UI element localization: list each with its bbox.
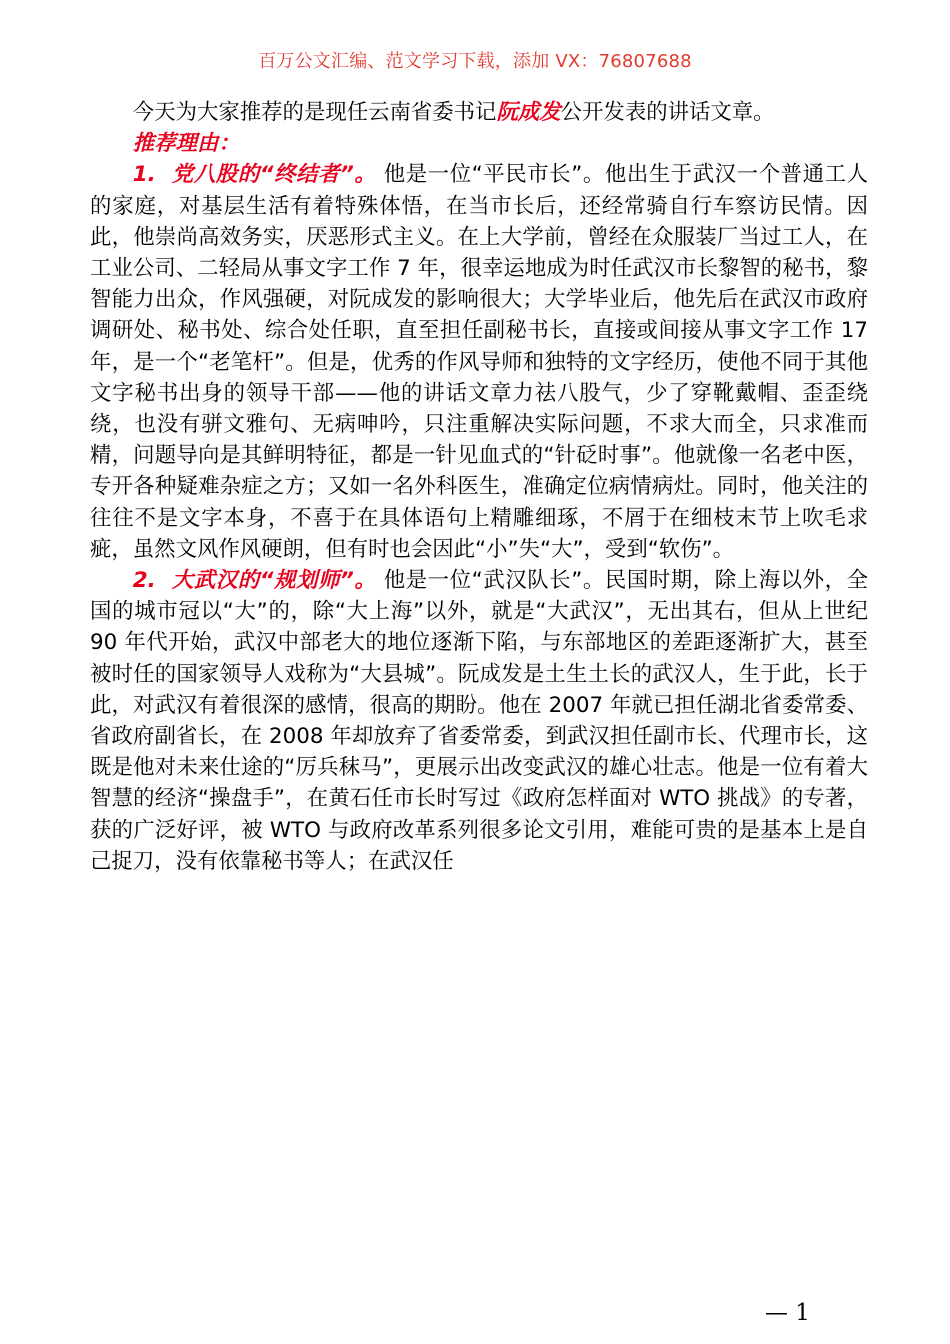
section-2-heading: 大武汉的“规划师”。: [171, 568, 377, 594]
section-1-heading: 党八股的“终结者”。: [171, 162, 377, 188]
section-2-number: 2.: [132, 568, 156, 594]
section-1-body: 他是一位“平民市长”。他出生于武汉一个普通工人的家庭，对基层生活有着特殊体悟，在当市长后，还经常骑自行车察访民情。因此，他崇尚高效务实，厌恶形式主义。在上大学前，曾经在众服装厂当过工人，在工业公司、二轻局从事文字工作 7 年，很幸运地成为时任武汉市长黎智的秘书，黎智能力出众，作风强硬，对阮成发的影响很大；大学毕业后，他先后在武汉市政府调研处、秘书处、综合处任职，直至担任副秘书长，直接或间接从事文字工作 17 年，是一个“老笔杆”。但是，优秀的作风导师和独特的文字经历，使他不同于其他文字秘书出身的领导干部——他的讲话文章力祛八股气，少了穿靴戴帽、歪歪绕绕，也没有骈文雅句、无病呻吟，只注重解决实际问题，不求大而全，只求准而精，问题导向是其鲜明特征，都是一针见血式的“针砭时事”。他就像一名老中医，专开各种疑难杂症之方；又如一名外科医生，准确定位病情病灶。同时，他关注的往往不是文字本身，不喜于在具体语句上精雕细琢，不屑于在细枝末节上吹毛求疵，虽然文风作风硬朗，但有时也会因此“小”失“大”，受到“软伤”。: [90, 162, 868, 562]
intro-name: 阮成发: [496, 100, 561, 125]
article-body: [90, 97, 868, 877]
reason-title-paragraph: [90, 128, 868, 159]
section-2-paragraph: [90, 565, 868, 877]
page-number: — 1: [765, 1300, 810, 1326]
intro-before: 今天为大家推荐的是现任云南省委书记: [132, 100, 497, 125]
intro-after: 公开发表的讲话文章。: [560, 100, 775, 125]
section-1-paragraph: [90, 159, 868, 565]
intro-paragraph: [90, 97, 868, 128]
reason-title: 推荐理由：: [132, 131, 240, 157]
section-1-number: 1.: [132, 162, 156, 188]
header-promo-text: 百万公文汇编、范文学习下载，添加 VX：76807688: [258, 51, 692, 72]
section-2-body: 他是一位“武汉队长”。民国时期，除上海以外，全国的城市冠以“大”的，除“大上海”以外，就是“大武汉”，无出其右，但从上世纪 90 年代开始，武汉中部老大的地位逐渐下陷，与东部地区的差距逐渐扩大，甚至被时任的国家领导人戏称为“大县城”。阮成发是土生土长的武汉人，生于此，长于此，对武汉有着很深的感情，很高的期盼。他在 2007 年就已担任湖北省委常委、省政府副省长，在 2008 年却放弃了省委常委，到武汉担任副市长、代理市长，这既是他对未来仕途的“厉兵秣马”，更展示出改变武汉的雄心壮志。他是一位有着大智慧的经济“操盘手”，在黄石任市长时写过《政府怎样面对 WTO 挑战》的专著，获的广泛好评，被 WTO 与政府改革系列很多论文引用，难能可贵的是基本上是自己捉刀，没有依靠秘书等人；在武汉任: [90, 568, 868, 874]
